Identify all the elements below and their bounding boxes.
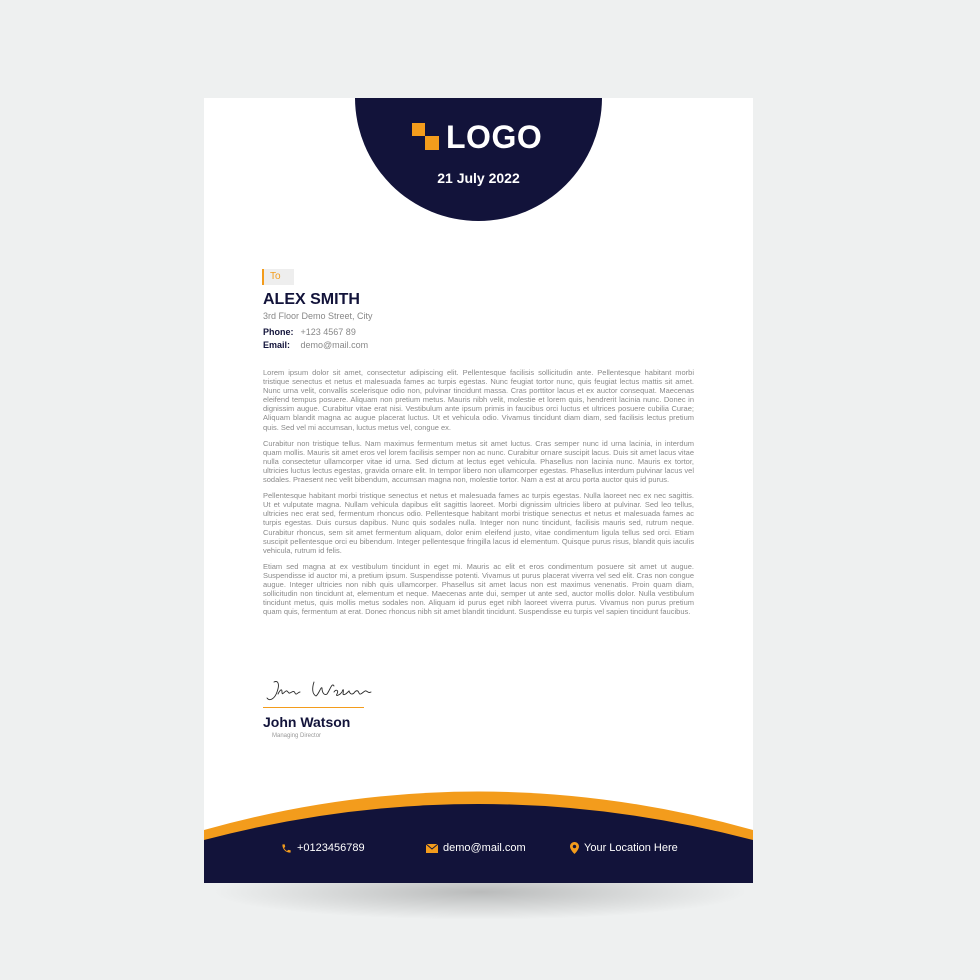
recipient-phone-row: [263, 327, 356, 337]
footer-location: [570, 841, 678, 855]
footer-phone-text: +0123456789: [297, 842, 365, 854]
footer-email: [426, 841, 526, 855]
handwritten-signature: [264, 676, 374, 708]
footer-email-text: demo@mail.com: [443, 842, 526, 854]
to-label: To: [262, 269, 294, 285]
body-paragraph: Lorem ipsum dolor sit amet, consectetur adipiscing elit. Pellentesque facilisis sollicitudin ante. Pellentesque habitant morbi tristique senectus et netus et malesuada fames ac turpis egestas. Nunc feugiat tortor nunc, quis feugiat lectus mattis sit amet. Nunc urna velit, convallis scelerisque odio non, pulvinar tincidunt massa. Cras porttitor lacus et ex auctor consequat. Maecenas eleifend tempus posuere. Aliquam non pretium metus. Mauris nibh velit, molestie et lorem quis, hendrerit lacinia nunc. Donec in dignissim augue. Curabitur vitae erat nisi. Vestibulum ante ipsum primis in faucibus orci luctus et ultrices posuere cubilia Curae; Aliquam blandit magna ac augue placerat luctus. Ut et vehicula odio. Vivamus tincidunt diam diam, sed facilisis lectus pretium quis. Sed vel mi accumsan, luctus metus vel, congue ex.: [263, 368, 694, 432]
email-label: Email:: [263, 340, 291, 350]
logo-text: LOGO: [446, 119, 543, 155]
location-pin-icon: [570, 842, 579, 854]
signature-line: [263, 707, 364, 708]
recipient-email-row: [263, 340, 368, 350]
recipient-address: 3rd Floor Demo Street, City: [263, 311, 373, 321]
body-paragraph: Curabitur non tristique tellus. Nam maximus fermentum metus sit amet luctus. Cras semper nunc id urna lacinia, in interdum quam mollis. Mauris sit amet eros vel lorem facilisis semper non ac nunc. Curabitur ornare suscipit lacus. Duis sit amet lacus vitae nulla consectetur ullamcorper vitae id urna. Sed dictum at lectus eget vehicula. Phasellus non lacinia nunc. Mauris ex tortor, ultricies luctus lectus egestas, gravida ornare elit. In tempor libero non ullamcorper egestas. Phasellus interdum pulvinar lacus vel sodales. Praesent nec velit bibendum, accumsan magna non, molestie tortor. Nam a est at arcu porta auctor quis id purus.: [263, 438, 694, 485]
phone-label: Phone:: [263, 327, 294, 337]
footer-phone: [281, 841, 365, 855]
signer-title: Managing Director: [272, 733, 322, 739]
footer-location-text: Your Location Here: [584, 842, 678, 854]
footer-wave: [204, 778, 753, 883]
phone-icon: [281, 843, 292, 854]
page-shadow: [210, 880, 750, 920]
phone-value: +123 4567 89: [300, 327, 356, 337]
logo-mark-icon: [412, 122, 440, 152]
recipient-name: ALEX SMITH: [263, 291, 360, 308]
letter-body: [263, 368, 694, 623]
email-value: demo@mail.com: [300, 340, 369, 350]
body-paragraph: Pellentesque habitant morbi tristique senectus et netus et malesuada fames ac turpis egestas. Nulla laoreet nec ex nec sagittis. Ut et vulputate magna. Nullam vehicula dapibus elit sagittis laoreet. Morbi dignissim ultricies libero at pulvinar. Sed leo tellus, ultricies nec erat sed, fermentum rhoncus odio. Pellentesque habitant morbi tristique senectus et netus et malesuada fames ac turpis egestas. Duis cursus dapibus. Nunc quis sodales nulla. Integer non nunc tincidunt, facilisis mauris sed, rutrum neque. Curabitur rhoncus, sem sit amet fermentum aliquam, dolor enim eleifend justo, vitae condimentum ligula tellus sed orci. Etiam suscipit pellentesque orci eu bibendum. Integer pellentesque fringilla lacus id elementum. Quisque purus risus, blandit quis iaculis vehicula, rutrum id felis.: [263, 491, 694, 555]
letterhead-page: [204, 98, 753, 883]
header-circle: [355, 98, 602, 221]
signer-name: John Watson: [263, 714, 351, 730]
logo: [412, 119, 543, 155]
letter-date: 21 July 2022: [437, 170, 520, 186]
body-paragraph: Etiam sed magna at ex vestibulum tincidunt in eget mi. Mauris ac elit et eros condimentum posuere sit amet ut augue. Suspendisse id auctor mi, a pretium ipsum. Suspendisse potenti. Vivamus ut purus placerat viverra vel sed elit. Cras non congue augue. Integer ultricies non nibh quis ullamcorper. Phasellus sit amet lacus non est maximus venenatis. Proin quam diam, sollicitudin non tincidunt at, elementum et neque. Maecenas ante dui, semper ut ante sed, auctor mollis dolor. Nulla vestibulum tincidunt metus, quis mollis metus sodales non. Aliquam id purus eget nibh laoreet viverra purus. Vivamus non purus pretium quam quis, fermentum at erat. Donec rhoncus nibh sit amet blandit tincidunt. Suspendisse eu turpis vel sapien tincidunt faucibus.: [263, 561, 694, 617]
mail-icon: [426, 844, 438, 853]
